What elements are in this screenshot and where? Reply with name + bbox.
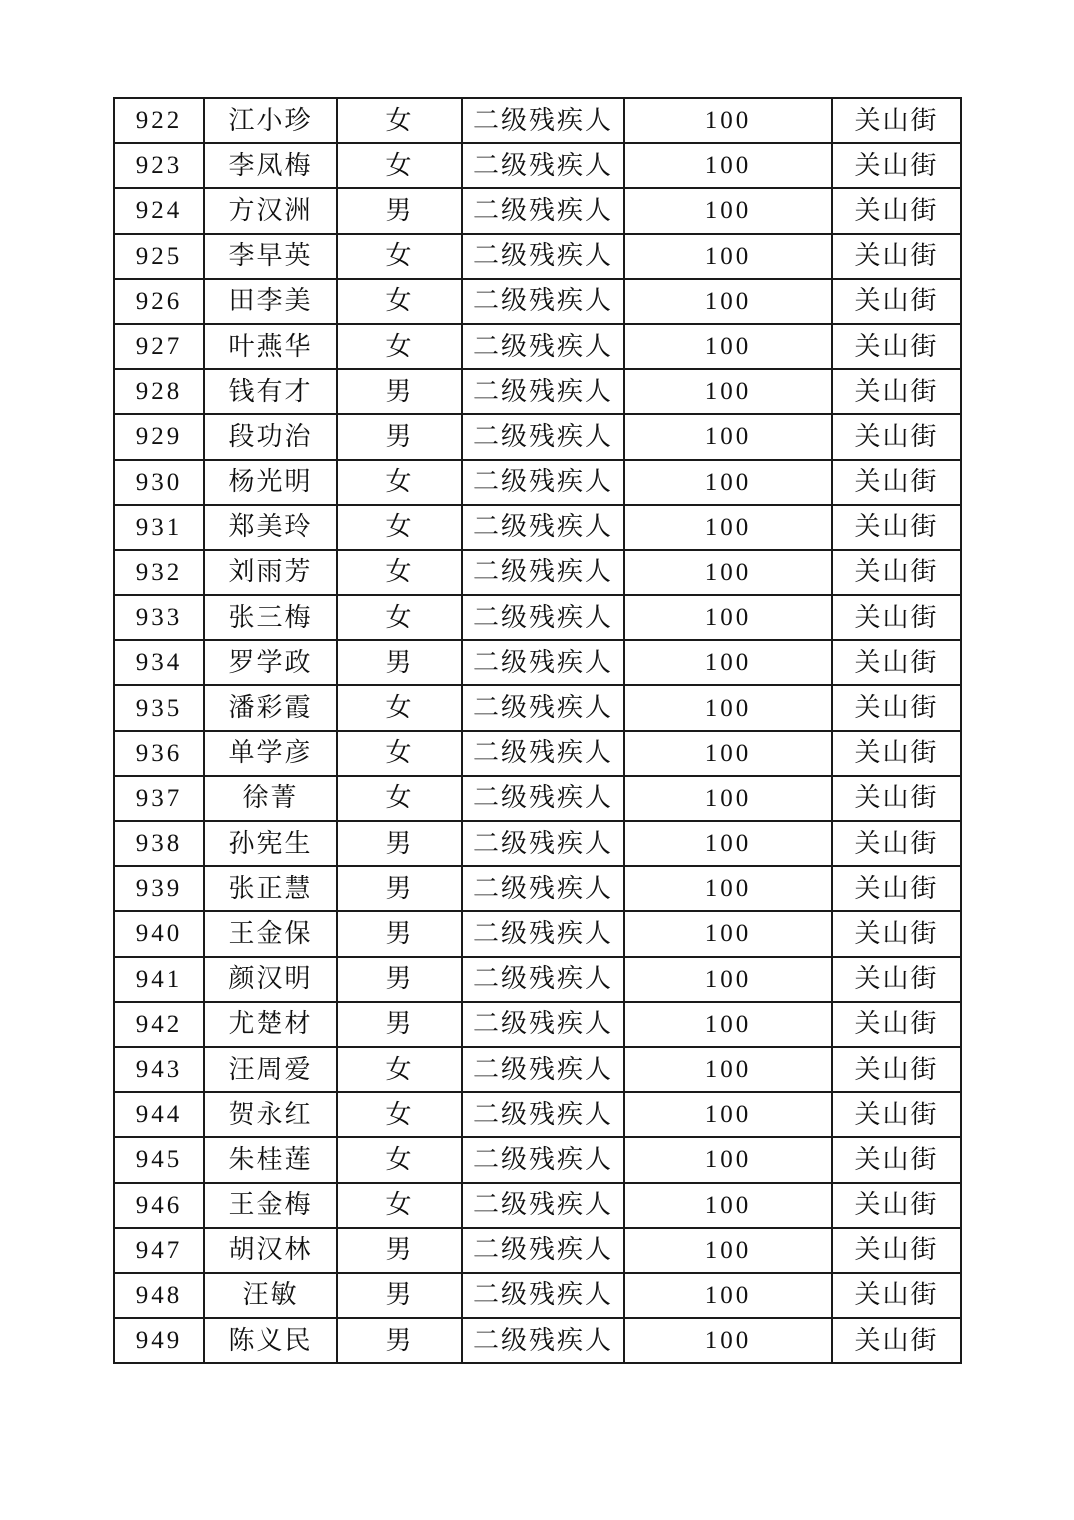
table-row	[114, 731, 961, 776]
street-cell: 关山街	[832, 1092, 961, 1137]
amount-cell: 100	[624, 640, 832, 685]
gender-cell: 女	[337, 234, 462, 279]
street-cell: 关山街	[832, 369, 961, 414]
gender-cell: 女	[337, 460, 462, 505]
row-number-cell: 935	[114, 685, 204, 730]
gender-cell: 男	[337, 640, 462, 685]
table-row	[114, 1183, 961, 1228]
row-number-cell: 940	[114, 911, 204, 956]
amount-cell: 100	[624, 731, 832, 776]
row-number-cell: 931	[114, 505, 204, 550]
person-name-cell: 朱桂莲	[204, 1137, 337, 1182]
person-name-cell: 徐菁	[204, 776, 337, 821]
street-cell: 关山街	[832, 414, 961, 459]
gender-cell: 女	[337, 1092, 462, 1137]
row-number-cell: 927	[114, 324, 204, 369]
table-row	[114, 1092, 961, 1137]
row-number-cell: 945	[114, 1137, 204, 1182]
row-number-cell: 946	[114, 1183, 204, 1228]
gender-cell: 女	[337, 98, 462, 143]
document-page	[113, 97, 960, 1364]
amount-cell: 100	[624, 911, 832, 956]
disability-level-cell: 二级残疾人	[462, 505, 624, 550]
person-name-cell: 叶燕华	[204, 324, 337, 369]
amount-cell: 100	[624, 1137, 832, 1182]
disability-level-cell: 二级残疾人	[462, 460, 624, 505]
roster-table	[113, 97, 962, 1364]
table-row	[114, 595, 961, 640]
street-cell: 关山街	[832, 731, 961, 776]
gender-cell: 女	[337, 1047, 462, 1092]
person-name-cell: 方汉洲	[204, 188, 337, 233]
person-name-cell: 段功治	[204, 414, 337, 459]
amount-cell: 100	[624, 1183, 832, 1228]
amount-cell: 100	[624, 1047, 832, 1092]
street-cell: 关山街	[832, 324, 961, 369]
street-cell: 关山街	[832, 460, 961, 505]
person-name-cell: 陈义民	[204, 1318, 337, 1363]
roster-table-body	[114, 98, 961, 1363]
row-number-cell: 925	[114, 234, 204, 279]
table-row	[114, 460, 961, 505]
row-number-cell: 941	[114, 957, 204, 1002]
person-name-cell: 孙宪生	[204, 821, 337, 866]
gender-cell: 女	[337, 776, 462, 821]
gender-cell: 男	[337, 188, 462, 233]
person-name-cell: 李凤梅	[204, 143, 337, 188]
gender-cell: 女	[337, 595, 462, 640]
gender-cell: 女	[337, 1137, 462, 1182]
gender-cell: 女	[337, 324, 462, 369]
disability-level-cell: 二级残疾人	[462, 143, 624, 188]
person-name-cell: 张三梅	[204, 595, 337, 640]
row-number-cell: 922	[114, 98, 204, 143]
person-name-cell: 郑美玲	[204, 505, 337, 550]
table-row	[114, 188, 961, 233]
table-row	[114, 1002, 961, 1047]
street-cell: 关山街	[832, 866, 961, 911]
person-name-cell: 汪敏	[204, 1273, 337, 1318]
amount-cell: 100	[624, 414, 832, 459]
amount-cell: 100	[624, 143, 832, 188]
table-row	[114, 505, 961, 550]
street-cell: 关山街	[832, 957, 961, 1002]
table-row	[114, 776, 961, 821]
amount-cell: 100	[624, 98, 832, 143]
gender-cell: 女	[337, 279, 462, 324]
table-row	[114, 550, 961, 595]
table-row	[114, 234, 961, 279]
street-cell: 关山街	[832, 505, 961, 550]
street-cell: 关山街	[832, 1047, 961, 1092]
gender-cell: 女	[337, 505, 462, 550]
table-row	[114, 279, 961, 324]
amount-cell: 100	[624, 685, 832, 730]
amount-cell: 100	[624, 821, 832, 866]
amount-cell: 100	[624, 279, 832, 324]
amount-cell: 100	[624, 324, 832, 369]
amount-cell: 100	[624, 550, 832, 595]
person-name-cell: 尤楚材	[204, 1002, 337, 1047]
table-row	[114, 685, 961, 730]
table-row	[114, 1273, 961, 1318]
person-name-cell: 刘雨芳	[204, 550, 337, 595]
disability-level-cell: 二级残疾人	[462, 1002, 624, 1047]
disability-level-cell: 二级残疾人	[462, 188, 624, 233]
row-number-cell: 937	[114, 776, 204, 821]
disability-level-cell: 二级残疾人	[462, 279, 624, 324]
disability-level-cell: 二级残疾人	[462, 957, 624, 1002]
person-name-cell: 杨光明	[204, 460, 337, 505]
person-name-cell: 江小珍	[204, 98, 337, 143]
row-number-cell: 948	[114, 1273, 204, 1318]
disability-level-cell: 二级残疾人	[462, 98, 624, 143]
street-cell: 关山街	[832, 234, 961, 279]
gender-cell: 男	[337, 1002, 462, 1047]
table-row	[114, 957, 961, 1002]
disability-level-cell: 二级残疾人	[462, 911, 624, 956]
table-row	[114, 1137, 961, 1182]
gender-cell: 男	[337, 1318, 462, 1363]
row-number-cell: 942	[114, 1002, 204, 1047]
amount-cell: 100	[624, 1318, 832, 1363]
row-number-cell: 949	[114, 1318, 204, 1363]
gender-cell: 男	[337, 1273, 462, 1318]
row-number-cell: 933	[114, 595, 204, 640]
disability-level-cell: 二级残疾人	[462, 685, 624, 730]
amount-cell: 100	[624, 369, 832, 414]
table-row	[114, 1047, 961, 1092]
person-name-cell: 王金梅	[204, 1183, 337, 1228]
table-row	[114, 414, 961, 459]
amount-cell: 100	[624, 957, 832, 1002]
person-name-cell: 潘彩霞	[204, 685, 337, 730]
table-row	[114, 143, 961, 188]
disability-level-cell: 二级残疾人	[462, 776, 624, 821]
disability-level-cell: 二级残疾人	[462, 640, 624, 685]
table-row	[114, 821, 961, 866]
table-row	[114, 369, 961, 414]
disability-level-cell: 二级残疾人	[462, 1228, 624, 1273]
amount-cell: 100	[624, 1092, 832, 1137]
gender-cell: 女	[337, 731, 462, 776]
person-name-cell: 张正慧	[204, 866, 337, 911]
street-cell: 关山街	[832, 1228, 961, 1273]
amount-cell: 100	[624, 234, 832, 279]
table-row	[114, 1318, 961, 1363]
gender-cell: 男	[337, 414, 462, 459]
row-number-cell: 938	[114, 821, 204, 866]
amount-cell: 100	[624, 776, 832, 821]
amount-cell: 100	[624, 1273, 832, 1318]
street-cell: 关山街	[832, 685, 961, 730]
person-name-cell: 王金保	[204, 911, 337, 956]
row-number-cell: 934	[114, 640, 204, 685]
row-number-cell: 936	[114, 731, 204, 776]
row-number-cell: 944	[114, 1092, 204, 1137]
street-cell: 关山街	[832, 143, 961, 188]
amount-cell: 100	[624, 188, 832, 233]
street-cell: 关山街	[832, 821, 961, 866]
disability-level-cell: 二级残疾人	[462, 324, 624, 369]
person-name-cell: 颜汉明	[204, 957, 337, 1002]
street-cell: 关山街	[832, 1137, 961, 1182]
disability-level-cell: 二级残疾人	[462, 1092, 624, 1137]
disability-level-cell: 二级残疾人	[462, 234, 624, 279]
table-row	[114, 1228, 961, 1273]
row-number-cell: 943	[114, 1047, 204, 1092]
disability-level-cell: 二级残疾人	[462, 595, 624, 640]
row-number-cell: 923	[114, 143, 204, 188]
street-cell: 关山街	[832, 776, 961, 821]
gender-cell: 女	[337, 550, 462, 595]
amount-cell: 100	[624, 866, 832, 911]
table-row	[114, 911, 961, 956]
gender-cell: 男	[337, 866, 462, 911]
person-name-cell: 汪周爱	[204, 1047, 337, 1092]
row-number-cell: 930	[114, 460, 204, 505]
row-number-cell: 928	[114, 369, 204, 414]
person-name-cell: 单学彦	[204, 731, 337, 776]
amount-cell: 100	[624, 505, 832, 550]
table-row	[114, 640, 961, 685]
table-row	[114, 98, 961, 143]
street-cell: 关山街	[832, 188, 961, 233]
row-number-cell: 929	[114, 414, 204, 459]
gender-cell: 男	[337, 369, 462, 414]
row-number-cell: 924	[114, 188, 204, 233]
person-name-cell: 贺永红	[204, 1092, 337, 1137]
gender-cell: 女	[337, 143, 462, 188]
disability-level-cell: 二级残疾人	[462, 1047, 624, 1092]
disability-level-cell: 二级残疾人	[462, 550, 624, 595]
table-row	[114, 324, 961, 369]
street-cell: 关山街	[832, 550, 961, 595]
amount-cell: 100	[624, 1228, 832, 1273]
street-cell: 关山街	[832, 595, 961, 640]
gender-cell: 男	[337, 1228, 462, 1273]
row-number-cell: 932	[114, 550, 204, 595]
street-cell: 关山街	[832, 98, 961, 143]
gender-cell: 女	[337, 1183, 462, 1228]
disability-level-cell: 二级残疾人	[462, 1318, 624, 1363]
amount-cell: 100	[624, 1002, 832, 1047]
street-cell: 关山街	[832, 1002, 961, 1047]
disability-level-cell: 二级残疾人	[462, 1273, 624, 1318]
person-name-cell: 罗学政	[204, 640, 337, 685]
gender-cell: 男	[337, 911, 462, 956]
person-name-cell: 田李美	[204, 279, 337, 324]
street-cell: 关山街	[832, 640, 961, 685]
person-name-cell: 钱有才	[204, 369, 337, 414]
amount-cell: 100	[624, 595, 832, 640]
person-name-cell: 胡汉林	[204, 1228, 337, 1273]
row-number-cell: 939	[114, 866, 204, 911]
table-row	[114, 866, 961, 911]
disability-level-cell: 二级残疾人	[462, 821, 624, 866]
disability-level-cell: 二级残疾人	[462, 866, 624, 911]
disability-level-cell: 二级残疾人	[462, 1137, 624, 1182]
street-cell: 关山街	[832, 279, 961, 324]
person-name-cell: 李早英	[204, 234, 337, 279]
gender-cell: 女	[337, 685, 462, 730]
disability-level-cell: 二级残疾人	[462, 1183, 624, 1228]
street-cell: 关山街	[832, 1273, 961, 1318]
gender-cell: 男	[337, 957, 462, 1002]
gender-cell: 男	[337, 821, 462, 866]
street-cell: 关山街	[832, 1318, 961, 1363]
row-number-cell: 926	[114, 279, 204, 324]
street-cell: 关山街	[832, 911, 961, 956]
disability-level-cell: 二级残疾人	[462, 369, 624, 414]
disability-level-cell: 二级残疾人	[462, 731, 624, 776]
street-cell: 关山街	[832, 1183, 961, 1228]
amount-cell: 100	[624, 460, 832, 505]
row-number-cell: 947	[114, 1228, 204, 1273]
disability-level-cell: 二级残疾人	[462, 414, 624, 459]
